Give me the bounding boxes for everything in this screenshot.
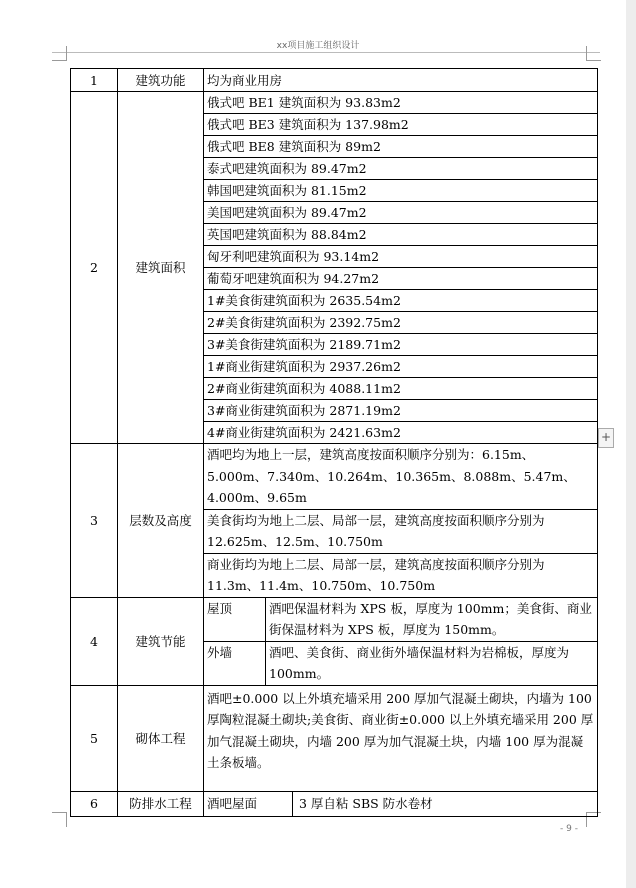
table-row bbox=[71, 685, 598, 791]
row-value: 均为商业用房 bbox=[204, 69, 598, 92]
row-number: 2 bbox=[71, 92, 118, 444]
area-item: 俄式吧 BE8 建筑面积为 89m2 bbox=[204, 136, 598, 158]
area-item: 俄式吧 BE1 建筑面积为 93.83m2 bbox=[204, 92, 598, 114]
area-item: 韩国吧建筑面积为 81.15m2 bbox=[204, 180, 598, 202]
row-category: 建筑面积 bbox=[118, 92, 204, 444]
row-category: 砌体工程 bbox=[118, 685, 204, 791]
waterproof-location: 酒吧屋面 bbox=[204, 791, 293, 816]
wall-insulation: 酒吧、美食街、商业街外墙保温材料为岩棉板，厚度为 100mm。 bbox=[266, 641, 598, 685]
roof-insulation: 酒吧保温材料为 XPS 板，厚度为 100mm；美食街、商业街保温材料为 XPS 板，厚度为 150mm。 bbox=[266, 597, 598, 641]
table-row bbox=[71, 597, 598, 641]
area-item: 2#商业街建筑面积为 4088.11m2 bbox=[204, 378, 598, 400]
area-item: 泰式吧建筑面积为 89.47m2 bbox=[204, 158, 598, 180]
page-header: xx项目施工组织设计 bbox=[276, 41, 360, 51]
area-item: 2#美食街建筑面积为 2392.75m2 bbox=[204, 312, 598, 334]
roof-label: 屋顶 bbox=[204, 597, 266, 641]
row-number: 4 bbox=[71, 597, 118, 685]
table-row bbox=[71, 444, 598, 510]
row-number: 1 bbox=[71, 69, 118, 92]
area-item: 匈牙利吧建筑面积为 93.14m2 bbox=[204, 246, 598, 268]
area-item: 1#美食街建筑面积为 2635.54m2 bbox=[204, 290, 598, 312]
table-row bbox=[71, 69, 598, 92]
height-line-food-street: 美食街均为地上二层、局部一层，建筑高度按面积顺序分别为 12.625m、12.5m、10.750m bbox=[204, 509, 598, 553]
row-category: 层数及高度 bbox=[118, 444, 204, 598]
area-item: 美国吧建筑面积为 89.47m2 bbox=[204, 202, 598, 224]
table-row bbox=[71, 791, 598, 816]
row-number: 3 bbox=[71, 444, 118, 598]
row-category: 防排水工程 bbox=[118, 791, 204, 816]
area-item: 英国吧建筑面积为 88.84m2 bbox=[204, 224, 598, 246]
area-item: 俄式吧 BE3 建筑面积为 137.98m2 bbox=[204, 114, 598, 136]
masonry-description: 酒吧±0.000 以上外填充墙采用 200 厚加气混凝土砌块，内墙为 100 厚陶粒混凝土砌块;美食街、商业街±0.000 以上外填充墙采用 200 厚加气混凝土砌块，内墙 200 厚为加气混凝土块，内墙 100 厚为混凝土条板墙。 bbox=[204, 685, 598, 791]
corner-mark-top-left bbox=[52, 46, 67, 61]
height-line-commercial-street: 商业街均为地上二层、局部一层，建筑高度按面积顺序分别为 11.3m、11.4m、10.750m、10.750m bbox=[204, 553, 598, 597]
row-category: 建筑节能 bbox=[118, 597, 204, 685]
page-number: - 9 - bbox=[560, 824, 578, 834]
corner-mark-bottom-left bbox=[52, 812, 67, 827]
header-rule bbox=[52, 52, 600, 53]
area-item: 1#商业街建筑面积为 2937.26m2 bbox=[204, 356, 598, 378]
expand-button[interactable]: + bbox=[598, 428, 614, 448]
waterproof-material: 3 厚自粘 SBS 防水卷材 bbox=[293, 791, 598, 816]
area-item: 葡萄牙吧建筑面积为 94.27m2 bbox=[204, 268, 598, 290]
area-item: 3#美食街建筑面积为 2189.71m2 bbox=[204, 334, 598, 356]
wall-label: 外墙 bbox=[204, 641, 266, 685]
corner-mark-top-right bbox=[586, 46, 601, 61]
row-category: 建筑功能 bbox=[118, 69, 204, 92]
height-line-bars: 酒吧均为地上一层，建筑高度按面积顺序分别为：6.15m、5.000m、7.340m、10.264m、10.365m、8.088m、5.47m、4.000m、9.65m bbox=[204, 444, 598, 510]
area-item: 4#商业街建筑面积为 2421.63m2 bbox=[204, 422, 598, 444]
row-number: 6 bbox=[71, 791, 118, 816]
area-item: 3#商业街建筑面积为 2871.19m2 bbox=[204, 400, 598, 422]
row-number: 5 bbox=[71, 685, 118, 791]
table-row bbox=[71, 92, 598, 114]
project-overview-table bbox=[70, 68, 598, 817]
